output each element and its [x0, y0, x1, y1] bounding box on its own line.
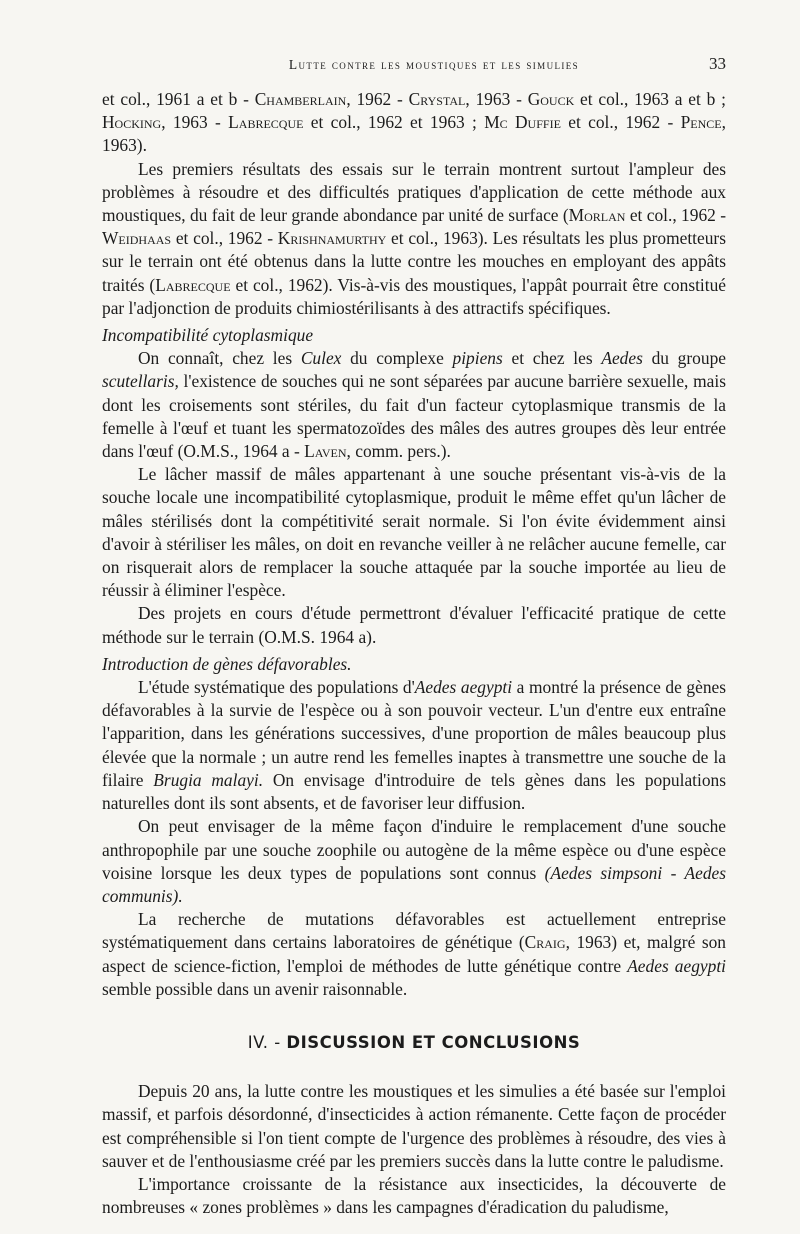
- page-header: [102, 52, 726, 82]
- paragraph-references-continued: et col., 1961 a et b - Chamberlain, 1962 - Crystal, 1963 - Gouck et col., 1963 a et b ; Hocking, 1963 - Labrecque et col., 1962 et 1963 ; Mc Duffie et col., 1962 - Pence, 1963).: [102, 89, 726, 156]
- paragraph-resistance: L'importance croissante de la résistance aux insecticides, la découverte de nombreuses « zones problèmes » dans les campagnes d'éradication du paludisme,: [102, 1173, 726, 1218]
- paragraph-mutations: La recherche de mutations défavorables est actuellement entreprise systématiquement dans certains laboratoires de génétique (Craig, 1963) et, malgré son aspect de science-fiction, l'emploi de méthodes de lutte génétique contre Aedes aegypti semble possible dans un avenir raisonnable.: [102, 909, 726, 999]
- subsection-title-genes: Introduction de gènes défavorables.: [102, 653, 352, 674]
- section-heading-discussion: IV. - DISCUSSION ET CONCLUSIONS: [247, 1032, 581, 1052]
- paragraph-twenty-years: Depuis 20 ans, la lutte contre les moustiques et les simulies a été basée sur l'emploi massif, et parfois désordonné, d'insecticides à action rémanente. Cette façon de procéder est compréhensible si l'on tient compte de l'urgence des problèmes à résoudre, des vies à sauver et de l'enthousiasme créé par les premiers succès dans la lutte contre le paludisme.: [102, 1081, 726, 1171]
- paragraph-mass-release: Le lâcher massif de mâles appartenant à une souche présentant vis-à-vis de la souche locale une incompatibilité cytoplasmique, produit le même effet qu'un lâcher de mâles stérilisés dont la compétitivité serait normale. Si l'on évite évidemment ainsi d'avoir à stériliser les mâles, on doit en revanche veiller à ne relâcher aucune femelle, car on risquerait alors de remplacer la souche attaquée par la souche importée au lieu de réussir à éliminer l'espèce.: [102, 464, 726, 601]
- paragraph-cytoplasmic-intro: On connaît, chez les Culex du complexe pipiens et chez les Aedes du groupe scutellaris, l'existence de souches qui ne sont séparées par aucune barrière sexuelle, mais dont les croisements sont stériles, du fait d'un facteur cytoplasmique transmis de la femelle à l'œuf et tuant les spermatozoïdes des mâles des autres groupes dès leur entrée dans l'œuf (O.M.S., 1964 a - Laven, comm. pers.).: [102, 348, 726, 462]
- page-number: 33: [709, 54, 726, 73]
- running-head: Lutte contre les moustiques et les simulies: [288, 57, 580, 72]
- document-page: [102, 52, 726, 1219]
- subsection-title-cytoplasmic: Incompatibilité cytoplasmique: [102, 325, 314, 346]
- paragraph-genes-study: L'étude systématique des populations d'Aedes aegypti a montré la présence de gènes défavorables à la survie de l'espèce ou à son pouvoir vecteur. L'un d'entre eux entraîne l'apparition, dans les générations successives, d'une proportion de mâles beaucoup plus élevée que la normale ; un autre rend les femelles inaptes à transmettre une souche de la filaire Brugia malayi. On envisage d'introduire de tels gènes dans les populations naturelles dont ils sont absents, et de favoriser leur diffusion.: [102, 677, 727, 814]
- paragraph-field-results: Les premiers résultats des essais sur le terrain montrent surtout l'ampleur des problèmes à résoudre et des difficultés pratiques d'application de cette méthode aux moustiques, du fait de leur grande abondance par unité de surface (Morlan et col., 1962 - Weidhaas et col., 1962 - Krishnamurthy et col., 1963). Les résultats les plus prometteurs sur le terrain ont été obtenus dans la lutte contre les mouches en employant des appâts traités (Labrecque et col., 1962). Vis-à-vis des moustiques, l'appât pourrait être constitué par l'adjonction de produits chimiostérilisants à des attractifs spécifiques.: [102, 158, 727, 318]
- paragraph-strain-replacement: On peut envisager de la même façon d'induire le remplacement d'une souche anthropophile par une souche zoophile ou autogène de la même espèce ou d'une espèce voisine lorsque les deux types de populations sont connus (Aedes simpsoni - Aedes communis).: [102, 816, 727, 906]
- paragraph-projects: Des projets en cours d'étude permettront d'évaluer l'efficacité pratique de cette méthode sur le terrain (O.M.S. 1964 a).: [102, 603, 726, 647]
